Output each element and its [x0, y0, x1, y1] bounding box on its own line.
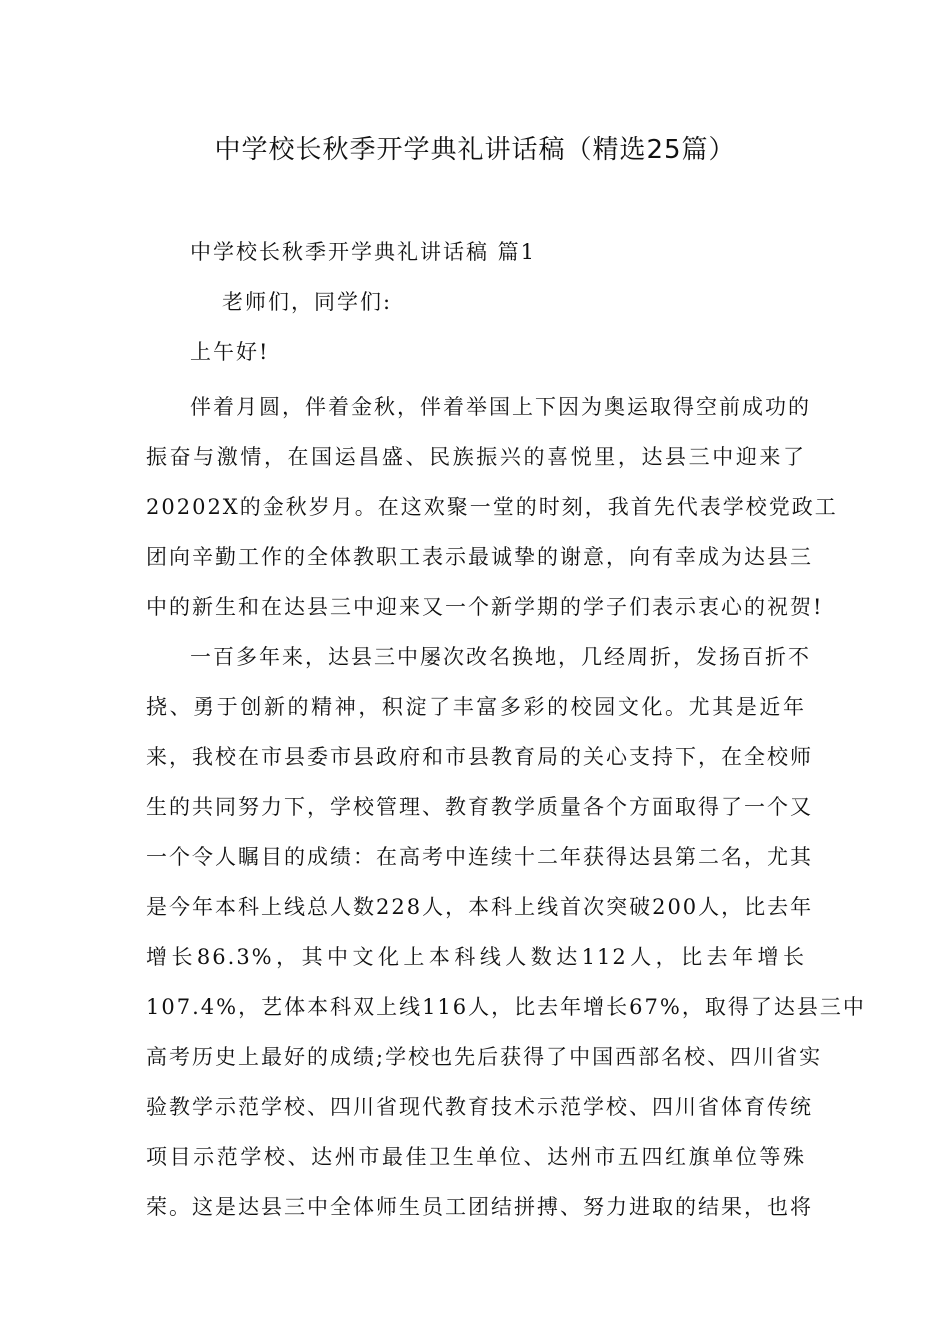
paragraph-line: 20202X的金秋岁月。在这欢聚一堂的时刻，我首先代表学校党政工 [146, 495, 838, 519]
paragraph-line: 振奋与激情，在国运昌盛、民族振兴的喜悦里，达县三中迎来了 [146, 445, 806, 469]
paragraph-line: 107.4%，艺体本科双上线116人，比去年增长67%，取得了达县三中 [146, 995, 866, 1019]
paragraph-line: 一百多年来，达县三中屡次改名换地，几经周折，发扬百折不 [190, 645, 811, 669]
paragraph-line: 来，我校在市县委市县政府和市县教育局的关心支持下，在全校师 [146, 745, 813, 769]
paragraph-line: 挠、勇于创新的精神，积淀了丰富多彩的校园文化。尤其是近年 [146, 695, 806, 719]
section-heading: 中学校长秋季开学典礼讲话稿 篇1 [190, 240, 537, 264]
paragraph-line: 验教学示范学校、四川省现代教育技术示范学校、四川省体育传统 [146, 1095, 813, 1119]
salutation: 老师们，同学们: [222, 290, 393, 314]
paragraph-line: 伴着月圆，伴着金秋，伴着举国上下因为奥运取得空前成功的 [190, 395, 811, 419]
paragraph-line: 增长86.3%，其中文化上本科线人数达112人，比去年增长 [146, 945, 806, 969]
paragraph-line: 一个令人瞩目的成绩：在高考中连续十二年获得达县第二名，尤其 [146, 845, 813, 869]
document-title: 中学校长秋季开学典礼讲话稿（精选25篇） [214, 135, 736, 165]
paragraph-1 [146, 382, 838, 632]
paragraph-line: 项目示范学校、达州市最佳卫生单位、达州市五四红旗单位等殊 [146, 1145, 806, 1169]
paragraph-line: 中的新生和在达县三中迎来又一个新学期的学子们表示衷心的祝贺! [146, 595, 824, 619]
paragraph-line: 团向辛勤工作的全体教职工表示最诚挚的谢意，向有幸成为达县三 [146, 545, 813, 569]
paragraph-line: 荣。这是达县三中全体师生员工团结拼搏、努力进取的结果，也将 [146, 1195, 813, 1219]
greeting: 上午好! [190, 340, 270, 364]
paragraph-line: 是今年本科上线总人数228人，本科上线首次突破200人，比去年 [146, 895, 814, 919]
paragraph-line: 高考历史上最好的成绩;学校也先后获得了中国西部名校、四川省实 [146, 1045, 823, 1069]
paragraph-line: 生的共同努力下，学校管理、教育教学质量各个方面取得了一个又 [146, 795, 813, 819]
paragraph-2 [146, 632, 866, 1232]
